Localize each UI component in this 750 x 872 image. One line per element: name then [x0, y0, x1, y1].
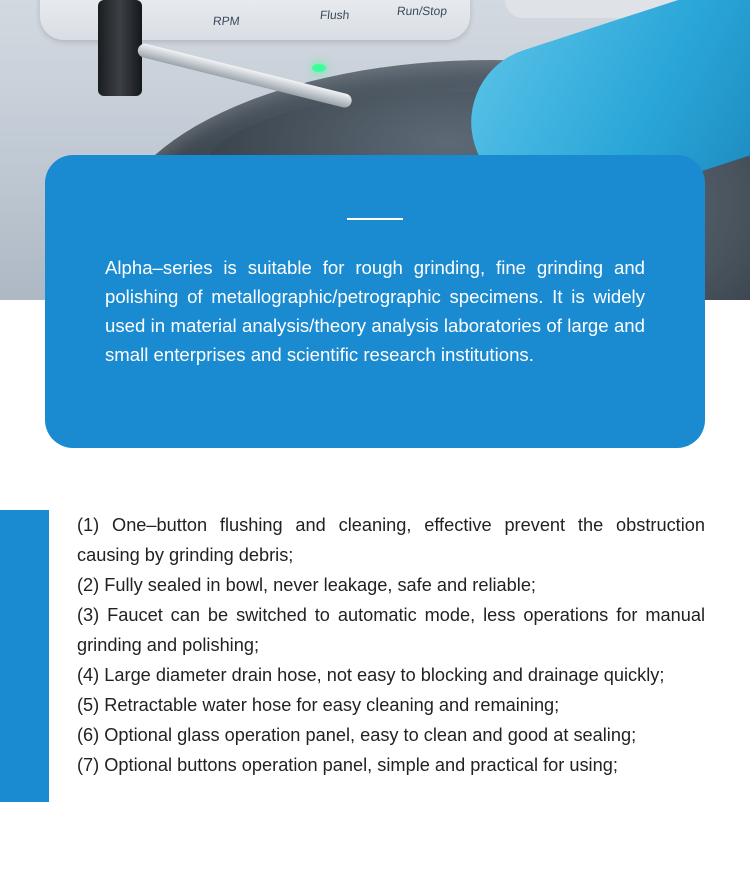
- feature-item: (1) One–button flushing and cleaning, effective prevent the obstruction causing by grinding debris;: [77, 515, 705, 565]
- feature-item: (7) Optional buttons operation panel, simple and practical for using;: [77, 755, 618, 775]
- feature-item: (6) Optional glass operation panel, easy to clean and good at sealing;: [77, 725, 637, 745]
- feature-item: (4) Large diameter drain hose, not easy to blocking and drainage quickly;: [77, 665, 665, 685]
- feature-item: (5) Retractable water hose for easy cleaning and remaining;: [77, 695, 560, 715]
- status-led: [312, 64, 326, 72]
- run-stop-label: Run/Stop: [396, 4, 448, 18]
- feature-item: (3) Faucet can be switched to automatic mode, less operations for manual grinding and polishing;: [77, 605, 705, 655]
- faucet-knob: [98, 0, 142, 96]
- water-pipe: [136, 42, 353, 109]
- accent-bar: [0, 510, 49, 802]
- divider: [347, 218, 403, 220]
- feature-item: (2) Fully sealed in bowl, never leakage, safe and reliable;: [77, 575, 536, 595]
- feature-list: [77, 510, 705, 780]
- intro-text: Alpha–series is suitable for rough grinding, fine grinding and polishing of metallographic/petrographic specimens. It is widely used in material analysis/theory analysis laboratories of large and small enterprises and scientific research institutions.: [105, 257, 645, 365]
- rpm-label: RPM: [212, 14, 241, 28]
- intro-card: [45, 155, 705, 448]
- flush-label: Flush: [319, 8, 351, 22]
